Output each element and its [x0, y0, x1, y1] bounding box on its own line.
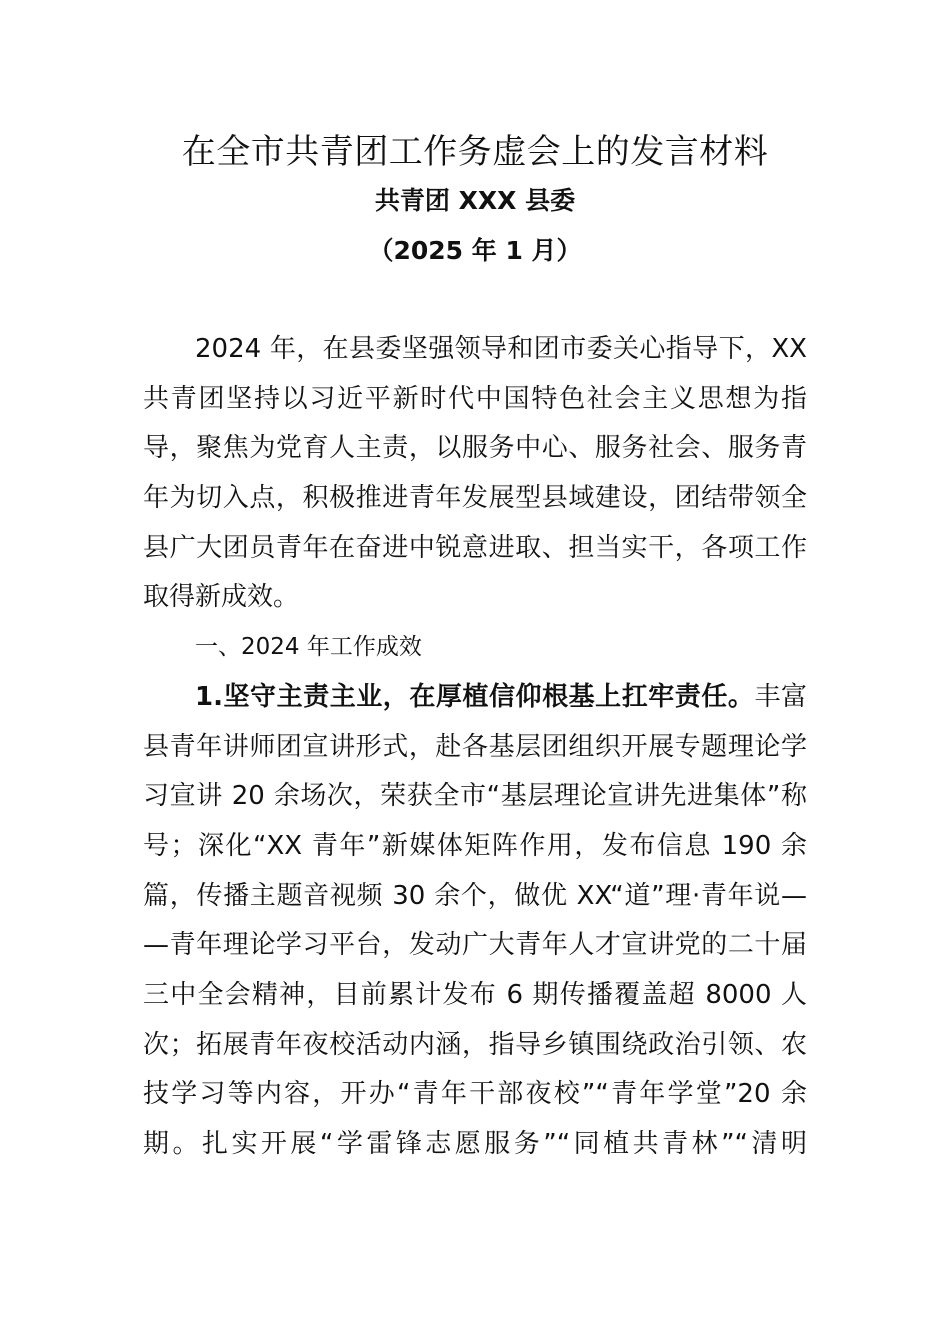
paragraph-line: 期。扎实开展“学雷锋志愿服务”“同植共青林”“清明 [143, 1129, 807, 1159]
paragraph-line: 取得新成效。 [143, 582, 300, 613]
paragraph-line: 技学习等内容，开办“青年干部夜校”“青年学堂”20 余 [143, 1079, 807, 1110]
issuing-organization: 共青团 XXX 县委 [374, 186, 576, 215]
paragraph-line: 篇，传播主题音视频 30 余个，做优 XX“道”理·青年说— [143, 880, 807, 911]
section-heading: 一、2024 年工作成效 [195, 634, 422, 661]
paragraph-line: —青年理论学习平台，发动广大青年人才宣讲党的二十届 [143, 930, 807, 961]
paragraph-line: 导，聚焦为党育人主责，以服务中心、服务社会、服务青 [143, 433, 807, 464]
item-text: 丰富 [754, 681, 807, 712]
paragraph-line: 习宣讲 20 余场次，荣获全市“基层理论宣讲先进集体”称 [143, 781, 807, 812]
page-title: 在全市共青团工作务虚会上的发言材料 [181, 132, 769, 172]
paragraph-line: 年为切入点，积极推进青年发展型县域建设，团结带领全 [143, 483, 807, 514]
document-date: （2025 年 1 月） [368, 236, 582, 265]
paragraph-line: 县广大团员青年在奋进中锐意进取、担当实干，各项工作 [143, 532, 807, 563]
item-heading: 1.坚守主责主业，在厚植信仰根基上扛牢责任。 [195, 681, 755, 712]
paragraph-line: 共青团坚持以习近平新时代中国特色社会主义思想为指 [143, 383, 807, 414]
document-body [143, 325, 807, 1170]
paragraph-line: 三中全会精神，目前累计发布 6 期传播覆盖超 8000 人 [143, 979, 807, 1010]
item-first-line [143, 673, 807, 723]
paragraph-line: 2024 年，在县委坚强领导和团市委关心指导下，XX [195, 334, 807, 364]
paragraph-line: 号；深化“XX 青年”新媒体矩阵作用，发布信息 190 余 [143, 830, 807, 861]
paragraph-line: 县青年讲师团宣讲形式，赴各基层团组织开展专题理论学 [143, 731, 807, 762]
paragraph-line: 次；拓展青年夜校活动内涵，指导乡镇围绕政治引领、农 [143, 1029, 807, 1060]
